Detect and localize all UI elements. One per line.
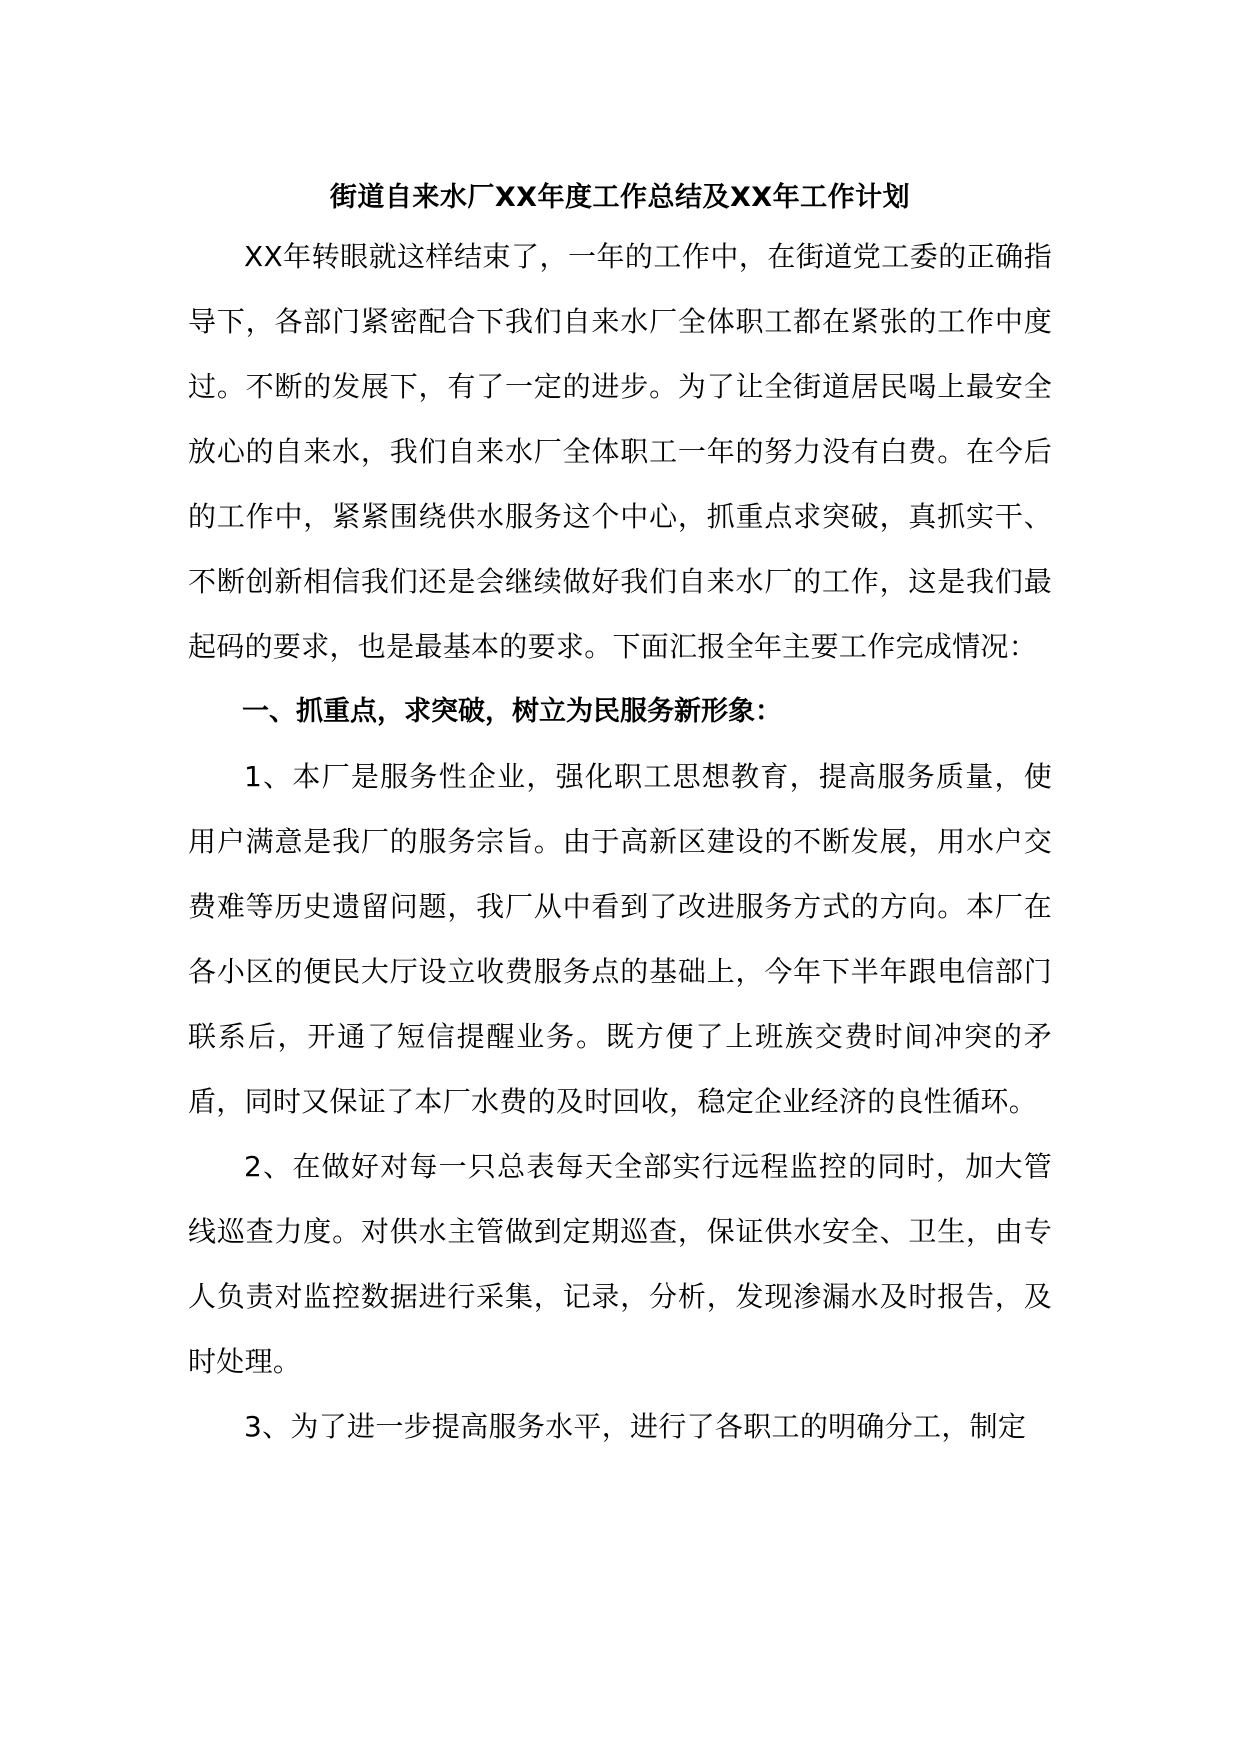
- item-2-paragraph: 2、在做好对每一只总表每天全部实行远程监控的同时，加大管线巡查力度。对供水主管做到定期巡查，保证供水安全、卫生，由专人负责对监控数据进行采集，记录，分析，发现渗漏水及时报告，及时处理。: [188, 1150, 1052, 1378]
- item-3-paragraph: 3、为了进一步提高服务水平，进行了各职工的明确分工，制定: [244, 1410, 1027, 1443]
- section-1-heading: 一、抓重点，求突破，树立为民服务新形象：: [242, 696, 782, 727]
- document-page: [188, 178, 1052, 1459]
- item-1-paragraph: 1、本厂是服务性企业，强化职工思想教育，提高服务质量，使用户满意是我厂的服务宗旨。由于高新区建设的不断发展，用水户交费难等历史遗留问题，我厂从中看到了改进服务方式的方向。本厂在各小区的便民大厅设立收费服务点的基础上，今年下半年跟电信部门联系后，开通了短信提醒业务。既方便了上班族交费时间冲突的矛盾，同时又保证了本厂水费的及时回收，稳定企业经济的良性循环。: [188, 760, 1052, 1118]
- document-title: 街道自来水厂XX年度工作总结及XX年工作计划: [329, 182, 911, 213]
- intro-paragraph: XX年转眼就这样结束了，一年的工作中，在街道党工委的正确指导下，各部门紧密配合下我们自来水厂全体职工都在紧张的工作中度过。不断的发展下，有了一定的进步。为了让全街道居民喝上最安全放心的自来水，我们自来水厂全体职工一年的努力没有白费。在今后的工作中，紧紧围绕供水服务这个中心，抓重点求突破，真抓实干、不断创新相信我们还是会继续做好我们自来水厂的工作，这是我们最起码的要求，也是最基本的要求。下面汇报全年主要工作完成情况：: [188, 240, 1052, 663]
